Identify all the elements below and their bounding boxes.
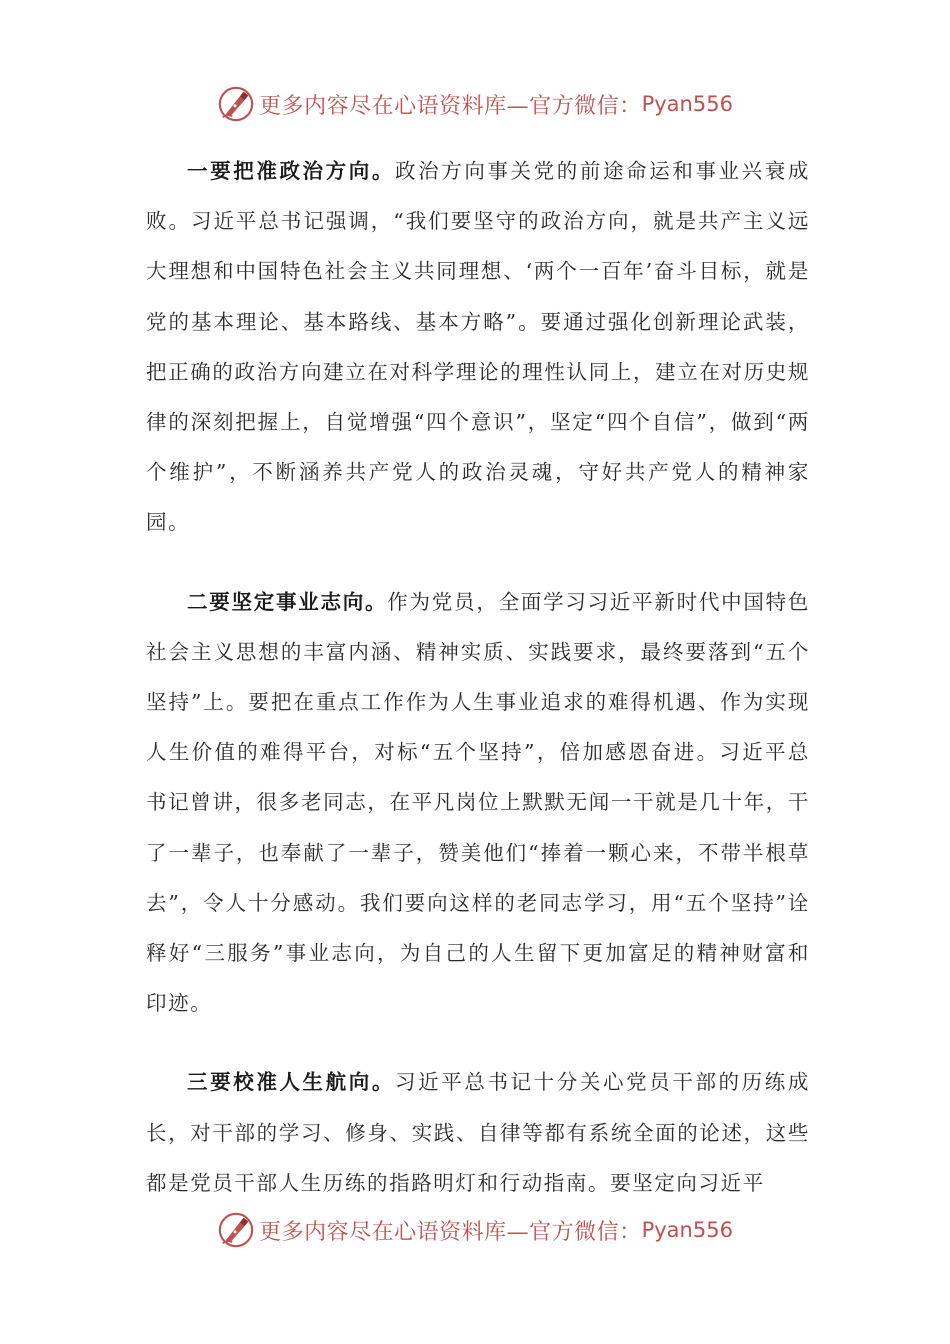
paragraph-1-body: 政治方向事关党的前途命运和事业兴衰成败。习近平总书记强调，“我们要坚守的政治方向，就是共产主义远大理想和中国特色社会主义共同理想、‘两个一百年’奋斗目标，就是党的基本理论、基本路线、基本方略”。要通过强化创新理论武装，把正确的政治方向建立在对科学理论的理性认同上，建立在对历史规律的深刻把握上，自觉增强“四个意识”，坚定“四个自信”，做到“两个维护”，不断涵养共产党人的政治灵魂，守好共产党人的精神家园。 (146, 159, 810, 535)
pen-nib-logo-icon (217, 85, 255, 123)
watermark-wechat-id: Pyan556 (641, 92, 733, 116)
paragraph-2-body: 作为党员，全面学习习近平新时代中国特色社会主义思想的丰富内涵、精神实质、实践要求，最终要落到“五个坚持”上。要把在重点工作作为人生事业追求的难得机遇、作为实现人生价值的难得平台，对标“五个坚持”，倍加感恩奋进。习近平总书记曾讲，很多老同志，在平凡岗位上默默无闻一干就是几十年，干了一辈子，也奉献了一辈子，赞美他们“捧着一颗心来，不带半根草去”，令人十分感动。我们要向这样的老同志学习，用“五个坚持”诠释好“三服务”事业志向，为自己的人生留下更加富足的精神财富和印迹。 (146, 589, 810, 1016)
watermark-wechat-id: Pyan556 (641, 1218, 733, 1242)
footer-watermark (0, 1208, 950, 1252)
paragraph-2 (146, 577, 810, 1029)
paragraph-2-heading: 二要坚定事业志向。 (187, 589, 388, 614)
pen-nib-logo-icon (217, 1211, 255, 1249)
header-watermark (0, 82, 950, 126)
watermark-text: 更多内容尽在心语资料库—官方微信： (259, 1219, 642, 1245)
paragraph-1 (146, 146, 810, 548)
paragraph-3-heading: 三要校准人生航向。 (187, 1070, 395, 1095)
watermark-text: 更多内容尽在心语资料库—官方微信： (259, 93, 642, 119)
document-body (146, 146, 810, 1237)
paragraph-1-heading: 一要把准政治方向。 (187, 159, 395, 183)
paragraph-3 (146, 1057, 810, 1208)
paragraph-3-body: 习近平总书记十分关心党员干部的历练成长，对干部的学习、修身、实践、自律等都有系统全面的论述，这些都是党员干部人生历练的指路明灯和行动指南。要坚定向习近平 (146, 1070, 810, 1195)
